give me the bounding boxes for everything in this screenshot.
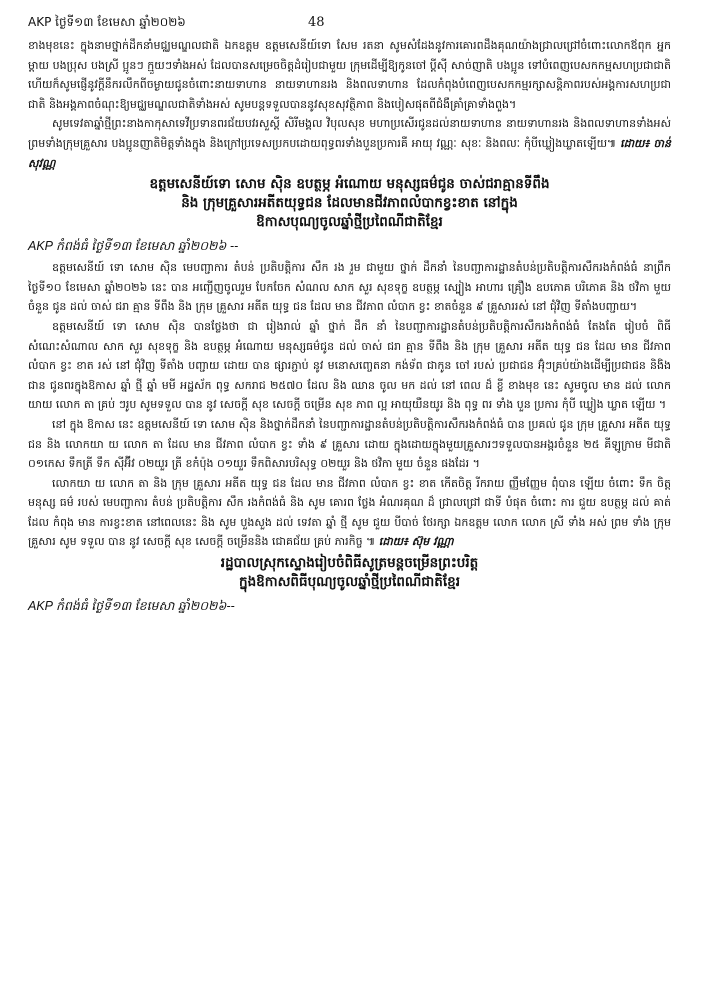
- headline-line: ឧត្តមសេនីយ៍ទោ សោម ស៊ិន ឧបត្ថម្ភ អំណោយ មនុស្សធម៌ជូន ចាស់ជរាគ្មានទីពឹង: [149, 176, 550, 193]
- page-number: 48: [308, 15, 325, 30]
- article-continued: [28, 36, 671, 173]
- agency-date: AKP ថ្ងៃទី១៣ ខែមេសា ឆ្នាំ២០២៦: [28, 15, 186, 29]
- headline-line: និង ក្រុមគ្រួសារអតីតយុទ្ធជន ដែលមានជីវភាពលំបាកខ្វះខាត នៅក្នុង: [181, 195, 518, 212]
- article-donation: [28, 175, 671, 552]
- headline-line: ក្នុងឱកាសពិធីបុណ្យចូលឆ្នាំថ្មីប្រពៃណីជាតិខ្មែរ: [239, 574, 460, 591]
- paragraph: [28, 114, 671, 173]
- dateline: AKP កំពង់ធំ ថ្ងៃទី១៣ ខែមេសា ឆ្នាំ២០២៦--: [28, 599, 235, 614]
- paragraph: [28, 474, 671, 552]
- paragraph: ឧត្តមសេនីយ៍ ទោ សោម ស៊ិន បានថ្លែងថា ជា រៀងរាល់ ឆ្នាំ ថ្នាក់ ដឹក នាំ នៃបញ្ជាការដ្ឋានតំបន់ប្រតិបត្តិការសឹករងកំពង់ធំ តែងតែ រៀបចំ ពិធី សំណេះសំណាល សាក សួរ សុខទុក្ខ និង ឧបត្ថម្ភ អំណោយ មនុស្សធម៌ជូន ដល់ ចាស់ ជរា គ្មាន ទីពឹង និង ក្រុម គ្រួសារ អតីត យុទ្ធ ជន ដែល មាន ជីវភាព លំបាក ខ្វះ ខាត រស់ នៅ ជុំវិញ ទីតាំង បញ្ជាយ ដោយ បាន ផ្សារភ្ជាប់ នូវ មនោសញ្ចេតនា កង់ទ័ព ជាកូន ចៅ របស់ ប្រជាជន អ៊ុំៗគ្រប់យ៉ាងដើម្បីប្រជាជន និងិងជាន ជូនពរក្នុងឱកាស ឆ្នាំ ថ្មី ឆ្នាំ មមី អដ្ឋស័ក ពុទ្ធ សករាជ ២៥៧០ ដែល និង ឈាន ចូល មក ដល់ នៅ ពេល ដ៏ ខ្លី ខាងមុខ នេះ សូមចូល មាន ដល់ លោក យាយ លោក តា គ្រប់ ៗរូប សូមទទួល បាន នូវ សេចក្ដី សុខ សេចក្ដី ចម្រើន សុខ ភាព ល្អ អាយុយឺនយូរ និង ពុទ្ធ ពរ ទាំង បួន ប្រការ កុំបី ឃ្លៀង ឃ្លាត ឡើយ ។: [28, 319, 671, 412]
- headline: [28, 554, 671, 592]
- byline: ដោយ៖ ស៊ុម វណ្ណា: [378, 535, 454, 549]
- paragraph: នៅ ក្នុង ឱកាស នេះ ឧត្តមសេនីយ៍ ទោ សោម ស៊ិន និងថ្នាក់ដឹកនាំ នៃបញ្ជាការដ្ឋានតំបន់ប្រតិបត្តិការសឹករងកំពង់ធំ បាន ប្រគល់ ជូន ក្រុម គ្រួសារ អតីត យុទ្ធ ជន និង លោកយា យ លោក តា ដែល មាន ជីវភាព លំបាក ខ្វះ ទាំង ៩ គ្រួសារ ដោយ ក្នុងដោយក្នុងមួយគ្រួសារៗទទួលបានអង្ករចំនួន ២៥ គីឡូក្រាម មីជាតិ ០១កេស ទឹកត្រី ទឹក ស៊ីអ៊ីវ ០២យួរ ត្រី ខកំប៉ុង ០១យួរ ទឹកពិសារបរិសុទ្ធ ០២យួរ និង ថវិកា មួយ ចំនួន ផងដែរ ។: [28, 417, 671, 471]
- headline-line: រដ្ឋបាលស្រុកស្ទោងរៀបចំពិធីសូត្រមន្តចម្រើនព្រះបរិត្ត: [220, 555, 479, 572]
- page-header: [28, 14, 671, 36]
- byline: ដោយ៖ ចាន់ សុវណ្ណ: [28, 136, 672, 170]
- paragraph: ខាងមុខនេះ ក្នុងនាមថ្នាក់ដឹកនាំមជ្ឈមណ្ឌលជាតិ ឯកឧត្តម ឧត្តមសេនីយ៍ទោ សែម រតនា សូមសំដែងនូវការគោរពដឹងគុណយ៉ាងជ្រាលជ្រៅចំពោះលោកឪពុក អ្នកម្ដាយ បងប្រុស បងស្រី ប្អូនៗ ក្មួយៗទាំងអស់ ដែលបានសម្រេចចិត្តដំរៀបជាមួយ ក្រុមដើម្បីឱ្យកូនចៅ ប្ដីស៊ី សាច់ញាតិ បងប្អូន ទៅបំពេញបេសកកម្មសហប្រជាជាតិ ហើយក៏សូមផ្ញើនូវក្ដីនឹករលឹកពីចម្ងាយជូនចំពោះនាយទាហាន នាយទាហានរង និងពលទាហាន ដែលកំពុងបំពេញបេសកកម្មរក្សាសន្តិភាពរបស់អង្គការសហប្រជាជាតិ និងអង្គភាពចំណុះឱ្យមជ្ឈមណ្ឌលជាតិទាំងអស់ សូមបន្តទទួលបាននូវសុខសុវត្ថិភាព និងបៀសផុតពីជំងឺគ្រាំគ្រាទាំងពួង។: [28, 39, 671, 111]
- headline-line: ឱកាសបុណ្យចូលឆ្នាំថ្មីប្រពៃណីជាតិខ្មែរ: [256, 214, 443, 231]
- paragraph-text: សូមទេវតាឆ្នាំថ្មីព្រះនាងកាកុសាទេវីប្រទានពរជ័យបវរសួស្ដី សិរីមង្គល វិបុលសុខ មហាប្រសើរជូនដល់នាយទាហាន នាយទាហានរង និងពលទាហានទាំងអស់ ព្រមទាំងក្រុមគ្រួសារ បងប្អូនញាតិមិត្តទាំងក្នុង និងក្រៅប្រទេសប្រកបដោយពុទ្ធពរទាំងបួនប្រការគឺ អាយុ វណ្ណៈ សុខៈ និងពលៈ កុំបីឃ្លៀងឃ្លាតឡើយ៕: [28, 117, 671, 150]
- dateline: AKP កំពង់ធំ ថ្ងៃទី១៣ ខែមេសា ឆ្នាំ២០២៦ --: [28, 239, 239, 254]
- headline: [28, 175, 671, 232]
- article-ceremony: [28, 554, 671, 616]
- paragraph: ឧត្តមសេនីយ៍ ទោ សោម ស៊ិន មេបញ្ជាការ តំបន់ ប្រតិបត្តិការ សឹក រង រួម ជាមួយ ថ្នាក់ ដឹកនាំ នៃបញ្ជាការដ្ឋានតំបន់ប្រតិបត្តិការសឹករងកំពង់ធំ នាព្រឹកថ្ងៃទី១០ ខែមេសា ឆ្នាំ២០២៦ នេះ បាន អញ្ជើញចូលរួម បែកចែក សំណល សាក សួរ សុខទុក្ខ ឧបត្ថម្ភ ស្បៀង អាហារ គ្រឿង ឧបភោគ បរិភោគ និង ថវិកា មួយ ចំនួន ជូន ដល់ ចាស់ ជរា គ្មាន ទីពឹង និង ក្រុម គ្រួសារ អតីត យុទ្ធ ជន ដែល មាន ជីវភាព លំបាក ខ្វះ ខាតចំនួន ៩ គ្រួសាររស់ នៅ ជុំវិញ ទីតាំងបញ្ជាយ។: [28, 261, 671, 314]
- paragraph-text: លោកយា យ លោក តា និង ក្រុម គ្រួសារ អតីត យុទ្ធ ជន ដែល មាន ជីវភាព លំបាក ខ្វះ ខាត កើតចិត្ត រីករាយ ញ្ញឹមញ្ញែម ពុំបាន ឡើយ ចំពោះ ទឹក ចិត្ត មនុស្ស ធម៌ របស់ មេបញ្ជាការ តំបន់ ប្រតិបត្តិការ សឹក រងកំពង់ធំ និង សូម គោរព ថ្លែង អំណរគុណ ដ៏ ជ្រាលជ្រៅ ជាទី បំផុត ចំពោះ ការ ជួយ ឧបត្ថម្ភ ដល់ គាត់ ដែល កំពុង មាន ការខ្វះខាត នៅពេលនេះ និង សូម បួងសួង ដល់ ទេវតា ឆ្នាំ ថ្មី សូម ជួយ បីបាច់ ថែរក្សា ឯកឧត្តម លោក លោក ស្រី ទាំង អស់ ព្រម ទាំង ក្រុម គ្រួសារ សូម ទទួល បាន នូវ សេចក្ដី សុខ សេចក្ដី ចម្រើននិង ជោគជ័យ គ្រប់ ភារកិច្ច ៕: [28, 476, 671, 549]
